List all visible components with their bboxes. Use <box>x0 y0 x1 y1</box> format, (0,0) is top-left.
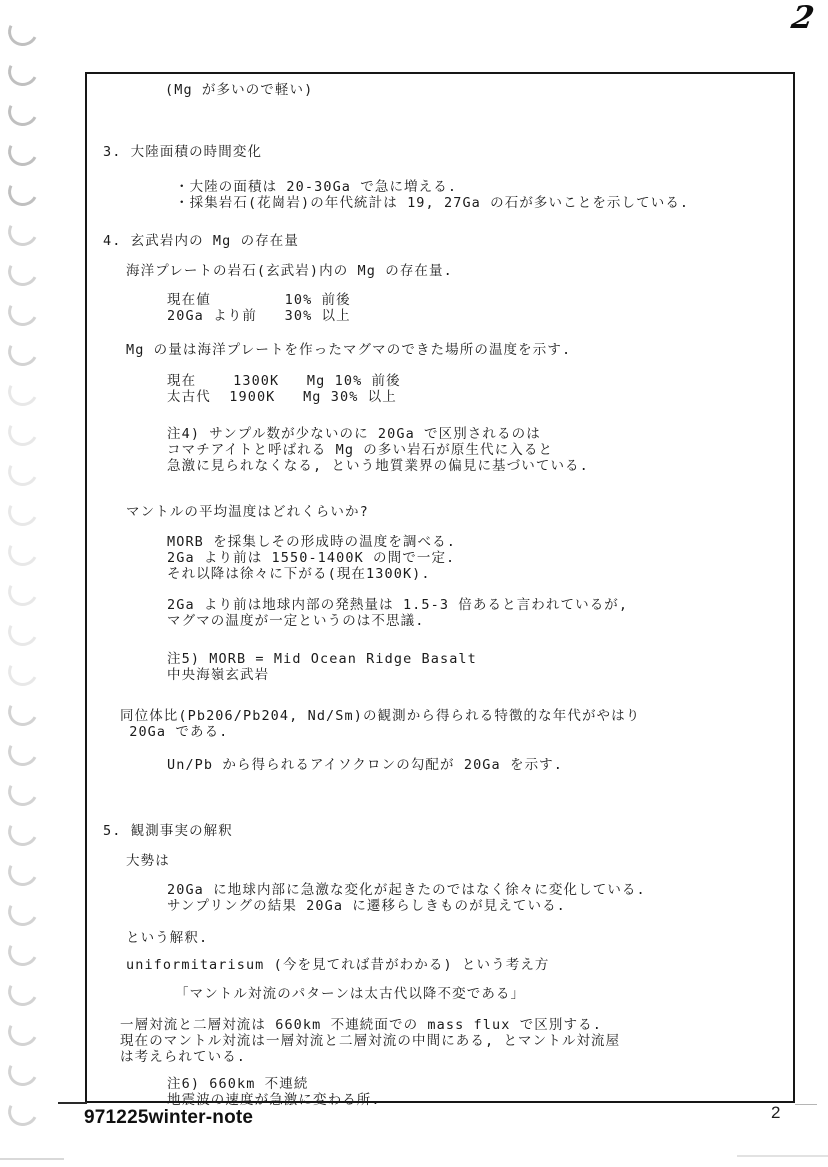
binding-hole <box>4 1013 41 1050</box>
binding-hole <box>4 1093 41 1130</box>
text-line: 注5) MORB = Mid Ocean Ridge Basalt <box>167 651 477 667</box>
binding-hole <box>4 293 41 330</box>
text-line: 3. 大陸面積の時間変化 <box>103 144 263 160</box>
text-line: 現在 1300K Mg 10% 前後 <box>167 373 401 389</box>
text-line: 中央海嶺玄武岩 <box>167 667 270 683</box>
text-line: 2Ga より前は地球内部の発熱量は 1.5-3 倍あると言われているが, <box>167 597 629 613</box>
scan-edge-artifact <box>0 1158 64 1160</box>
binding-hole <box>4 493 41 530</box>
footer-rule-right <box>795 1104 817 1105</box>
text-line: それ以降は徐々に下がる(現在1300K). <box>167 566 431 582</box>
binding-hole <box>4 333 41 370</box>
text-line: 20Ga に地球内部に急激な変化が起きたのではなく徐々に変化している. <box>167 882 646 898</box>
text-line: 大勢は <box>126 853 170 869</box>
text-line: サンプリングの結果 20Ga に遷移らしきものが見えている. <box>167 898 566 914</box>
text-line: 5. 観測事実の解釈 <box>103 823 233 839</box>
text-line: (Mg が多いので軽い) <box>165 82 314 98</box>
binding-hole <box>4 853 41 890</box>
handwritten-page-number: 2 <box>788 0 817 36</box>
text-line: 注4) サンプル数が少ないのに 20Ga で区別されるのは <box>167 426 541 442</box>
footer-filename: 971225winter-note <box>84 1107 254 1128</box>
text-line: ・大陸の面積は 20-30Ga で急に増える. <box>175 179 458 195</box>
text-line: 地震波の速度が急激に変わる所. <box>167 1092 381 1108</box>
text-line: マグマの温度が一定というのは不思議. <box>167 613 425 629</box>
text-line: 太古代 1900K Mg 30% 以上 <box>167 389 397 405</box>
binding-hole <box>4 213 41 250</box>
text-line: 注6) 660km 不連続 <box>167 1076 309 1092</box>
binding-hole <box>4 453 41 490</box>
binding-hole <box>4 733 41 770</box>
binding-hole <box>4 413 41 450</box>
binding-hole <box>4 773 41 810</box>
footer-rule-left <box>58 1102 87 1104</box>
text-line: 20Ga より前 30% 以上 <box>167 308 351 324</box>
binding-hole <box>4 93 41 130</box>
text-line: は考えられている. <box>120 1049 247 1065</box>
binding-hole <box>4 13 41 50</box>
binding-hole <box>4 1053 41 1090</box>
text-line: 20Ga である. <box>120 724 229 740</box>
scan-edge-artifact <box>737 1155 828 1157</box>
binding-hole <box>4 613 41 650</box>
binding-hole <box>4 653 41 690</box>
text-line: 2Ga より前は 1550-1400K の間で一定. <box>167 550 456 566</box>
text-line: 現在値 10% 前後 <box>167 292 351 308</box>
text-line: 海洋プレートの岩石(玄武岩)内の Mg の存在量. <box>126 263 453 279</box>
binding-hole <box>4 933 41 970</box>
text-line: Mg の量は海洋プレートを作ったマグマのできた場所の温度を示す. <box>126 342 572 358</box>
binding-hole <box>4 533 41 570</box>
note-border-box <box>85 72 795 1108</box>
text-line: 4. 玄武岩内の Mg の存在量 <box>103 233 299 249</box>
footer-page-number: 2 <box>771 1103 781 1122</box>
text-line: コマチアイトと呼ばれる Mg の多い岩石が原生代に入ると <box>167 442 554 458</box>
binding-hole <box>4 253 41 290</box>
note-content <box>87 82 793 1108</box>
text-line: 同位体比(Pb206/Pb204, Nd/Sm)の観測から得られる特徴的な年代がやはり <box>120 708 641 724</box>
binding-hole <box>4 173 41 210</box>
binding-hole <box>4 133 41 170</box>
text-line: 現在のマントル対流は一層対流と二層対流の中間にある, とマントル対流屋 <box>120 1033 621 1049</box>
text-line: Un/Pb から得られるアイソクロンの勾配が 20Ga を示す. <box>167 757 564 773</box>
binding-hole <box>4 893 41 930</box>
text-line: という解釈. <box>126 930 209 946</box>
binding-hole <box>4 813 41 850</box>
text-line: 一層対流と二層対流は 660km 不連続面での mass flux で区別する. <box>120 1017 602 1033</box>
binding-hole <box>4 693 41 730</box>
binding-hole <box>4 573 41 610</box>
binding-hole <box>4 973 41 1010</box>
text-line: ・採集岩石(花崗岩)の年代統計は 19, 27Ga の石が多いことを示している. <box>175 195 690 211</box>
text-line: uniformitarisum (今を見てれば昔がわかる) という考え方 <box>126 957 550 973</box>
binding-hole <box>4 53 41 90</box>
text-line: 「マントル対流のパターンは太古代以降不変である」 <box>175 986 526 1002</box>
text-line: マントルの平均温度はどれくらいか? <box>126 504 369 520</box>
text-line: 急激に見られなくなる, という地質業界の偏見に基づいている. <box>167 458 589 474</box>
binding-hole <box>4 373 41 410</box>
text-line: MORB を採集しその形成時の温度を調べる. <box>167 534 456 550</box>
